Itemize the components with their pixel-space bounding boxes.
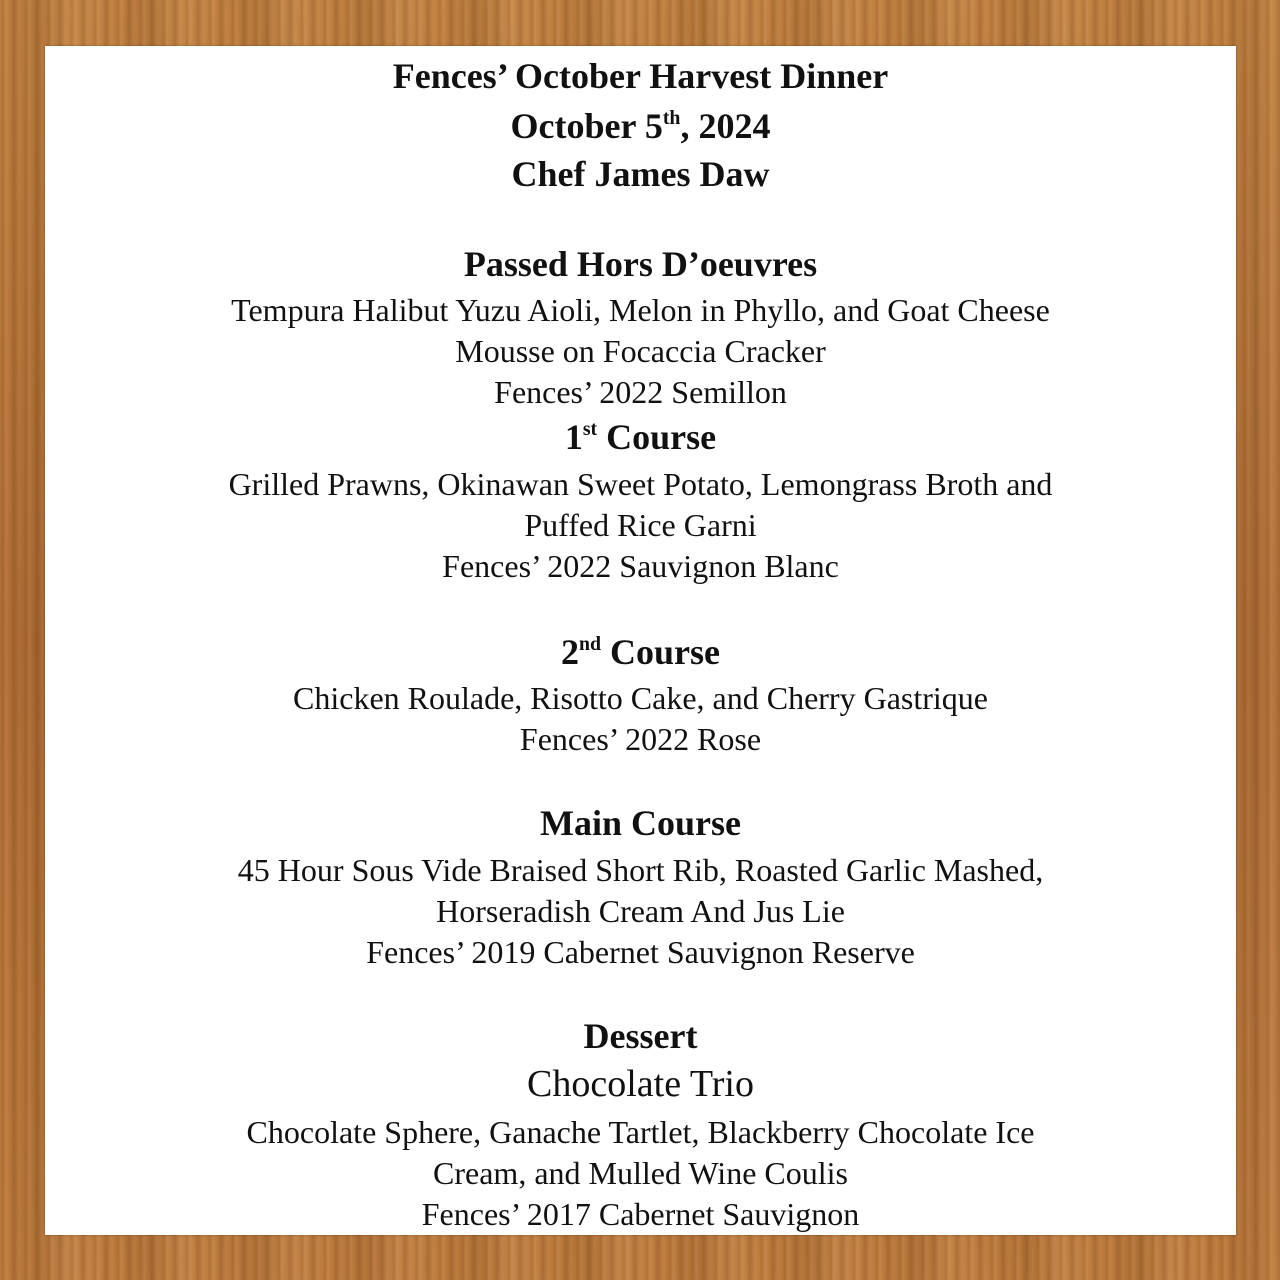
date-ordinal: th [662, 107, 681, 130]
hors-dish-line-2: Mousse on Focaccia Cracker [455, 333, 826, 369]
first-course-ordinal: st [582, 418, 598, 441]
menu-title: Fences’ October Harvest Dinner [392, 56, 889, 96]
second-course-ordinal: nd [578, 633, 601, 656]
menu-card [45, 46, 1236, 1235]
first-wine: Fences’ 2022 Sauvignon Blanc [442, 548, 839, 584]
section-heading-first-course [45, 419, 1236, 455]
section-heading-dessert: Dessert [583, 1016, 698, 1056]
dessert-subheading: Chocolate Trio [527, 1063, 754, 1105]
hors-wine: Fences’ 2022 Semillon [494, 374, 787, 410]
chef-name: Chef James Daw [511, 154, 770, 194]
date-year: , 2024 [680, 106, 771, 146]
hors-dish-line-1: Tempura Halibut Yuzu Aioli, Melon in Phyllo, and Goat Cheese [231, 292, 1050, 328]
first-course-word: Course [597, 417, 717, 457]
event-date [45, 108, 1236, 144]
dessert-dish-line-2: Cream, and Mulled Wine Coulis [433, 1155, 848, 1191]
second-course-num: 2 [560, 632, 579, 672]
second-course-word: Course [601, 632, 720, 672]
dessert-dish-line-1: Chocolate Sphere, Ganache Tartlet, Blackberry Chocolate Ice [246, 1114, 1035, 1150]
section-heading-main-course: Main Course [540, 803, 741, 843]
second-wine: Fences’ 2022 Rose [519, 721, 762, 757]
main-dish-line-1: 45 Hour Sous Vide Braised Short Rib, Roasted Garlic Mashed, [237, 852, 1044, 888]
first-course-num: 1 [564, 417, 583, 457]
section-heading-second-course [45, 634, 1236, 670]
first-dish-line-1: Grilled Prawns, Okinawan Sweet Potato, Lemongrass Broth and [228, 466, 1053, 502]
dessert-wine: Fences’ 2017 Cabernet Sauvignon [421, 1196, 860, 1232]
section-heading-hors-doeuvres: Passed Hors D’oeuvres [463, 244, 818, 284]
second-dish-line-1: Chicken Roulade, Risotto Cake, and Cherry Gastrique [293, 680, 988, 716]
date-day: October 5 [510, 106, 663, 146]
first-dish-line-2: Puffed Rice Garni [524, 507, 757, 543]
main-dish-line-2: Horseradish Cream And Jus Lie [436, 893, 845, 929]
main-wine: Fences’ 2019 Cabernet Sauvignon Reserve [366, 934, 915, 970]
